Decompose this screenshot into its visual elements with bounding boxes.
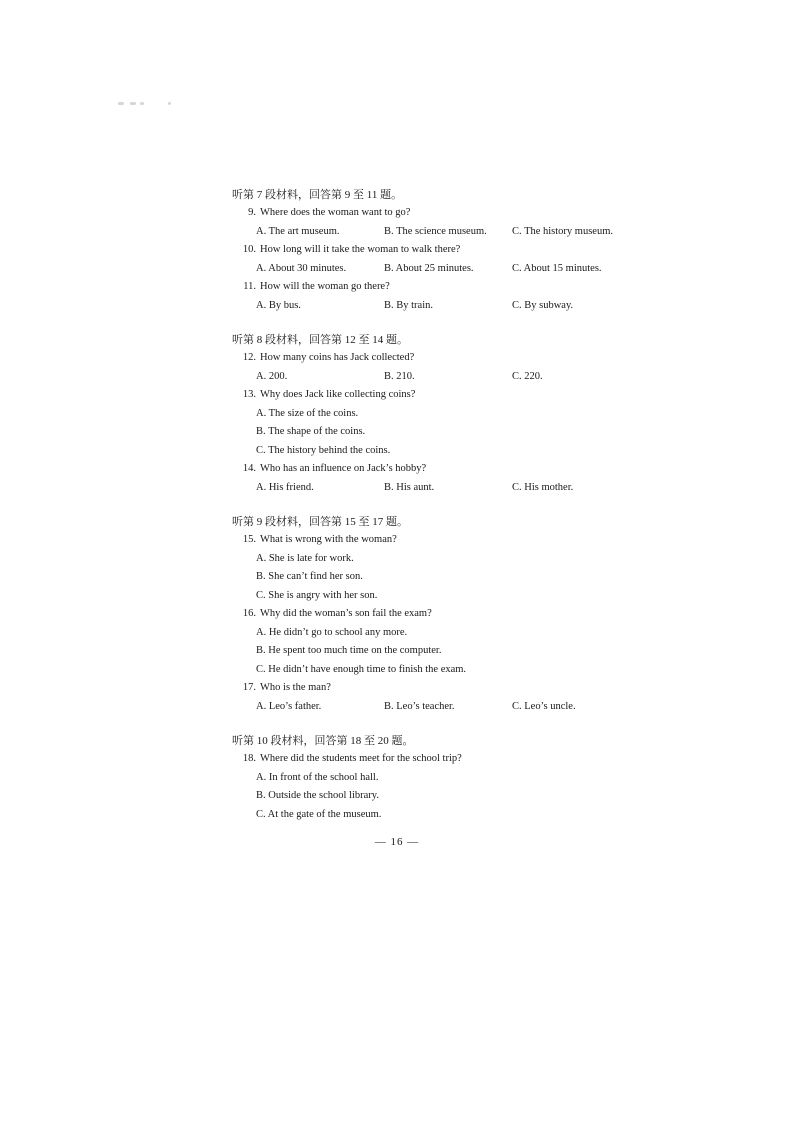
question-text: What is wrong with the woman? — [260, 534, 397, 545]
question-17 — [232, 679, 652, 698]
question-12 — [232, 349, 652, 368]
question-text: Why does Jack like collecting coins? — [260, 389, 416, 400]
question-text: Why did the woman’s son fail the exam? — [260, 608, 432, 619]
option-c: C. 220. — [512, 370, 543, 382]
question-number: 13. — [242, 389, 256, 400]
option-c: C. The history museum. — [512, 225, 614, 237]
option-b: B. 210. — [384, 370, 415, 382]
section-passage-10 — [232, 732, 652, 824]
question-number: 16. — [242, 608, 256, 619]
options-row — [232, 479, 652, 498]
option-a: A. The size of the coins. — [256, 407, 359, 419]
option-c: C. About 15 minutes. — [512, 262, 602, 274]
option-a: A. 200. — [256, 370, 288, 382]
section-heading: 听第 9 段材料，回答第 15 至 17 题。 — [232, 516, 408, 528]
option-c: C. At the gate of the museum. — [256, 808, 382, 820]
question-11 — [232, 278, 652, 297]
option-a: A. By bus. — [256, 299, 301, 311]
option-a: A. The art museum. — [256, 225, 340, 237]
page-number: — 16 — — [374, 836, 420, 848]
option-b: B. The shape of the coins. — [256, 426, 366, 437]
question-content — [232, 186, 652, 824]
option-b: B. He spent too much time on the computer. — [256, 645, 442, 656]
option-b: B. His aunt. — [384, 481, 435, 493]
option-b: B. Outside the school library. — [256, 790, 379, 801]
scan-smudge — [118, 102, 174, 108]
option-c: C. She is angry with her son. — [256, 589, 378, 601]
options-row — [232, 260, 652, 279]
question-text: Who has an influence on Jack’s hobby? — [260, 463, 427, 474]
options-row — [232, 297, 652, 316]
question-number: 14. — [242, 463, 256, 474]
question-number: 10. — [242, 244, 256, 255]
option-b: B. By train. — [384, 299, 433, 311]
question-13 — [232, 386, 652, 405]
question-text: How long will it take the woman to walk there? — [260, 244, 461, 255]
option-a: A. In front of the school hall. — [256, 771, 379, 783]
option-c: C. He didn’t have enough time to finish the exam. — [256, 663, 467, 675]
section-heading: 听第 10 段材料，回答第 18 至 20 题。 — [232, 735, 414, 747]
option-a: A. He didn’t go to school any more. — [256, 626, 408, 638]
question-text: How many coins has Jack collected? — [260, 352, 415, 363]
section-heading: 听第 8 段材料，回答第 12 至 14 题。 — [232, 334, 408, 346]
options-row — [232, 698, 652, 717]
question-9 — [232, 204, 652, 223]
option-b: B. Leo’s teacher. — [384, 700, 455, 712]
question-16 — [232, 605, 652, 624]
section-passage-7 — [232, 186, 652, 315]
options-row — [232, 223, 652, 242]
section-passage-8 — [232, 331, 652, 497]
options-row — [232, 368, 652, 387]
option-b: B. She can’t find her son. — [256, 571, 363, 582]
question-number: 12. — [242, 352, 256, 363]
option-c: C. His mother. — [512, 481, 574, 493]
question-14 — [232, 460, 652, 479]
question-text: How will the woman go there? — [260, 281, 390, 292]
option-b: B. About 25 minutes. — [384, 262, 474, 274]
question-text: Who is the man? — [260, 682, 331, 693]
question-number: 9. — [248, 207, 256, 218]
question-number: 15. — [242, 534, 256, 545]
question-text: Where does the woman want to go? — [260, 207, 411, 218]
question-18 — [232, 750, 652, 769]
question-10 — [232, 241, 652, 260]
option-c: C. The history behind the coins. — [256, 444, 391, 456]
option-a: A. Leo’s father. — [256, 700, 322, 712]
question-number: 17. — [242, 682, 256, 693]
question-text: Where did the students meet for the school trip? — [260, 753, 462, 764]
question-number: 11. — [243, 281, 256, 292]
option-a: A. His friend. — [256, 481, 314, 493]
question-number: 18. — [242, 753, 256, 764]
option-c: C. By subway. — [512, 299, 574, 311]
option-a: A. She is late for work. — [256, 552, 354, 564]
option-b: B. The science museum. — [384, 225, 487, 237]
option-a: A. About 30 minutes. — [256, 262, 347, 274]
question-15 — [232, 531, 652, 550]
section-heading: 听第 7 段材料，回答第 9 至 11 题。 — [232, 189, 403, 201]
option-c: C. Leo’s uncle. — [512, 700, 576, 712]
section-passage-9 — [232, 513, 652, 716]
